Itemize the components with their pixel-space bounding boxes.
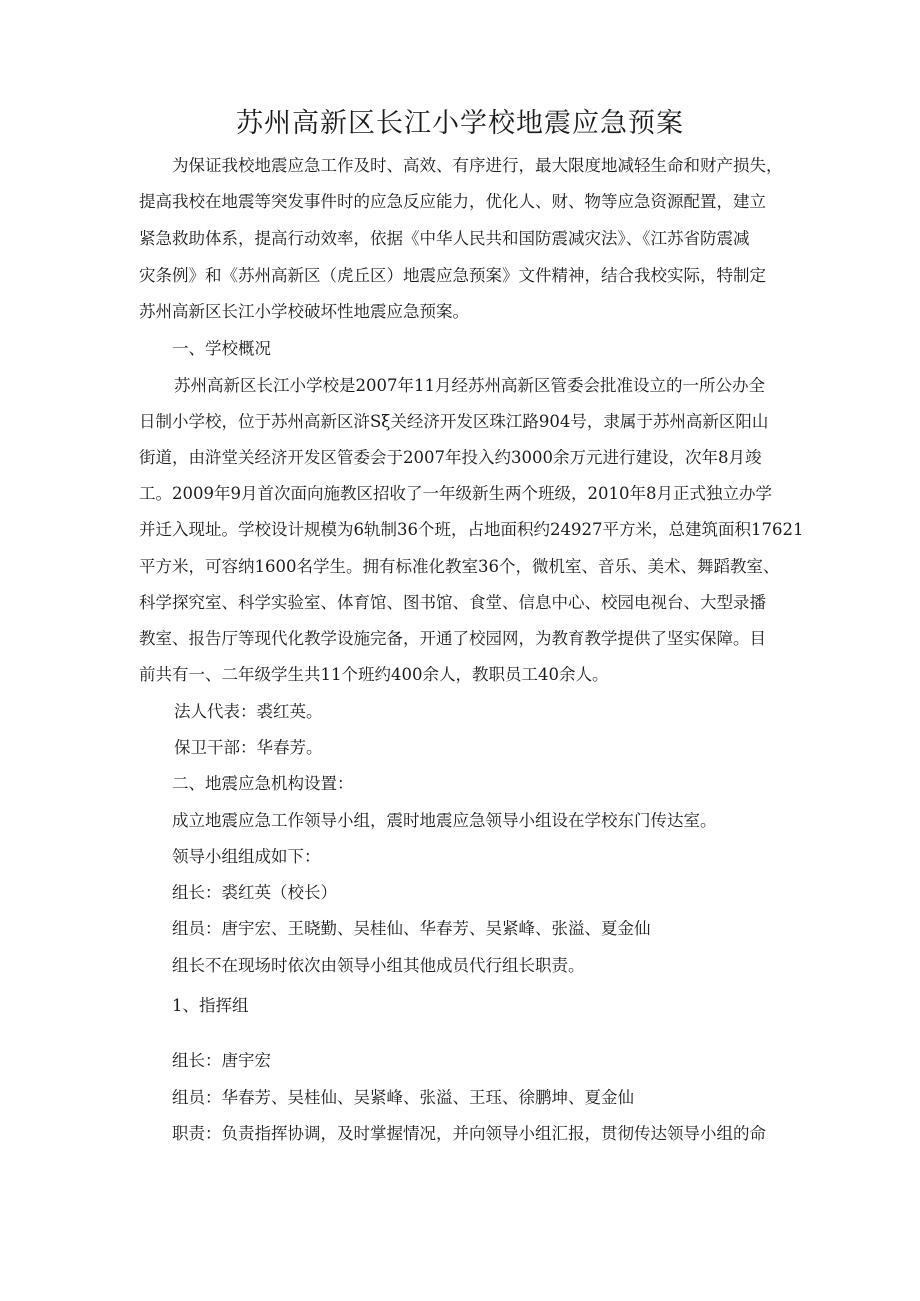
intro-line-3: 紧急救助体系，提高行动效率，依据《中华人民共和国防震减灾法》、《江苏省防震减 (139, 229, 750, 248)
section1-line-6: 平方米，可容纳1600名学生。拥有标准化教室36个，微机室、音乐、美术、舞蹈教室、 (139, 557, 780, 576)
sub1-line-3: 职责：负责指挥协调，及时掌握情况，并向领导小组汇报，贯彻传达领导小组的命 (172, 1124, 766, 1143)
section1-line-4: 工。2009年9月首次面向施教区招收了一年级新生两个班级，2010年8月正式独立办学 (139, 484, 772, 503)
section2-line-2: 领导小组组成如下： (172, 847, 321, 866)
section1-line-9: 前共有一、二年级学生共11个班约400余人，教职员工40余人。 (139, 665, 609, 684)
section2-line-1: 成立地震应急工作领导小组，震时地震应急领导小组设在学校东门传达室。 (172, 811, 717, 830)
section1-line-5: 并迁入现址。学校设计规模为6轨制36个班，占地面积约24927平方米，总建筑面积17621 (139, 520, 804, 539)
section2-line-5: 组长不在现场时依次由领导小组其他成员代行组长职责。 (172, 956, 585, 975)
section1-line-2: 日制小学校，位于苏州高新区浒Sξ关经济开发区珠江路904号，隶属于苏州高新区阳山 (139, 412, 769, 431)
section2-line-3: 组长：裘红英（校长） (172, 883, 337, 902)
sub1-line-2: 组员：华春芳、吴桂仙、吴紧峰、张溢、王珏、徐鹏坤、夏金仙 (172, 1088, 634, 1107)
security-officer: 保卫干部：华春芳。 (174, 738, 323, 757)
section1-line-1: 苏州高新区长江小学校是2007年11月经苏州高新区管委会批准设立的一所公办全 (174, 376, 765, 395)
section1-heading: 一、学校概况 (172, 339, 271, 358)
intro-line-2: 提高我校在地震等突发事件时的应急反应能力，优化人、财、物等应急资源配置，建立 (139, 192, 766, 211)
intro-line-5: 苏州高新区长江小学校破坏性地震应急预案。 (139, 302, 469, 321)
section2-line-4: 组员：唐宇宏、王晓勤、吴桂仙、华春芳、吴紧峰、张溢、夏金仙 (172, 919, 651, 938)
sub1-heading: 1、指挥组 (172, 996, 249, 1015)
section1-line-3: 街道，由浒堂关经济开发区管委会于2007年投入约3000余万元进行建设，次年8月竣 (139, 448, 762, 467)
intro-line-4: 灾条例》和《苏州高新区（虎丘区）地震应急预案》文件精神，结合我校实际，特制定 (139, 266, 766, 285)
legal-representative: 法人代表：裘红英。 (174, 702, 323, 721)
intro-line-1: 为保证我校地震应急工作及时、高效、有序进行，最大限度地减轻生命和财产损失， (172, 156, 783, 175)
document-title: 苏州高新区长江小学校地震应急预案 (236, 108, 684, 139)
section1-line-8: 教室、报告厅等现代化教学设施完备，开通了校园网，为教育教学提供了坚实保障。目 (139, 629, 766, 648)
sub1-line-1: 组长：唐宇宏 (172, 1051, 271, 1070)
section2-heading: 二、地震应急机构设置： (172, 774, 354, 793)
section1-line-7: 科学探究室、科学实验室、体育馆、图书馆、食堂、信息中心、校园电视台、大型录播 (139, 593, 766, 612)
